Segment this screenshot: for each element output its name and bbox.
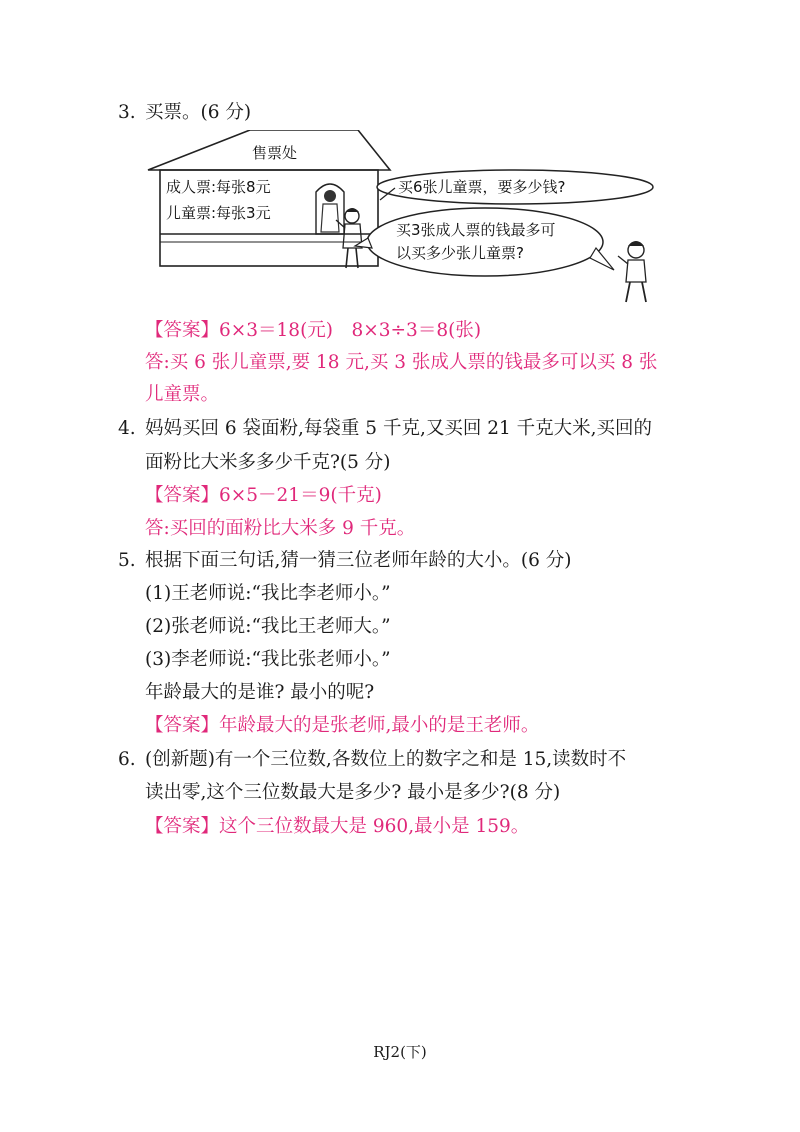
- ticket-booth-illustration: [140, 130, 660, 310]
- q3-number: 3.: [118, 102, 136, 123]
- ticket-scene: [140, 130, 660, 310]
- child-price: 儿童票:每张3元: [166, 204, 271, 222]
- child-figure: [336, 208, 362, 268]
- q5-line1: 根据下面三句话,猜一猜三位老师年龄的大小。(6 分): [145, 550, 572, 571]
- q5-question: 年龄最大的是谁? 最小的呢?: [145, 682, 375, 703]
- adult-price: 成人票:每张8元: [166, 178, 271, 196]
- q6-number: 6.: [118, 749, 136, 770]
- q4-answer: 【答案】6×5－21＝9(千克): [145, 485, 382, 506]
- q3-reply-line1: 答:买 6 张儿童票,要 18 元,买 3 张成人票的钱最多可以买 8 张: [145, 352, 658, 373]
- booth-sign: 售票处: [252, 144, 298, 162]
- q3-reply-line2: 儿童票。: [145, 384, 220, 405]
- q3-answer: 【答案】6×3＝18(元) 8×3÷3＝8(张): [145, 320, 482, 341]
- q6-answer: 【答案】这个三位数最大是 960,最小是 159。: [145, 816, 530, 837]
- q4-line1: 妈妈买回 6 袋面粉,每袋重 5 千克,又买回 21 千克大米,买回的: [145, 418, 653, 439]
- q5-number: 5.: [118, 550, 136, 571]
- boy-figure: [618, 241, 646, 302]
- q6-line1: (创新题)有一个三位数,各数位上的数字之和是 15,读数时不: [145, 749, 627, 770]
- bubble-2-line2: 以买多少张儿童票?: [396, 244, 524, 262]
- q5-item3: (3)李老师说:“我比张老师小。”: [145, 649, 391, 670]
- bubble-1-text: 买6张儿童票，要多少钱?: [398, 178, 566, 196]
- q3-title: 买票。(6 分): [145, 102, 252, 123]
- speech-bubble-2: [355, 208, 614, 276]
- page-footer: RJ2(下): [373, 1043, 427, 1061]
- bubble-2-line1: 买3张成人票的钱最多可: [396, 221, 556, 239]
- q5-answer: 【答案】年龄最大的是张老师,最小的是王老师。: [145, 715, 540, 736]
- speech-bubble-1: [377, 170, 653, 204]
- q4-reply: 答:买回的面粉比大米多 9 千克。: [145, 518, 416, 539]
- q4-line2: 面粉比大米多多少千克?(5 分): [145, 452, 391, 473]
- q5-item1: (1)王老师说:“我比李老师小。”: [145, 583, 391, 604]
- q6-line2: 读出零,这个三位数最大是多少? 最小是多少?(8 分): [145, 782, 561, 803]
- q4-number: 4.: [118, 418, 136, 439]
- q5-item2: (2)张老师说:“我比王老师大。”: [145, 616, 391, 637]
